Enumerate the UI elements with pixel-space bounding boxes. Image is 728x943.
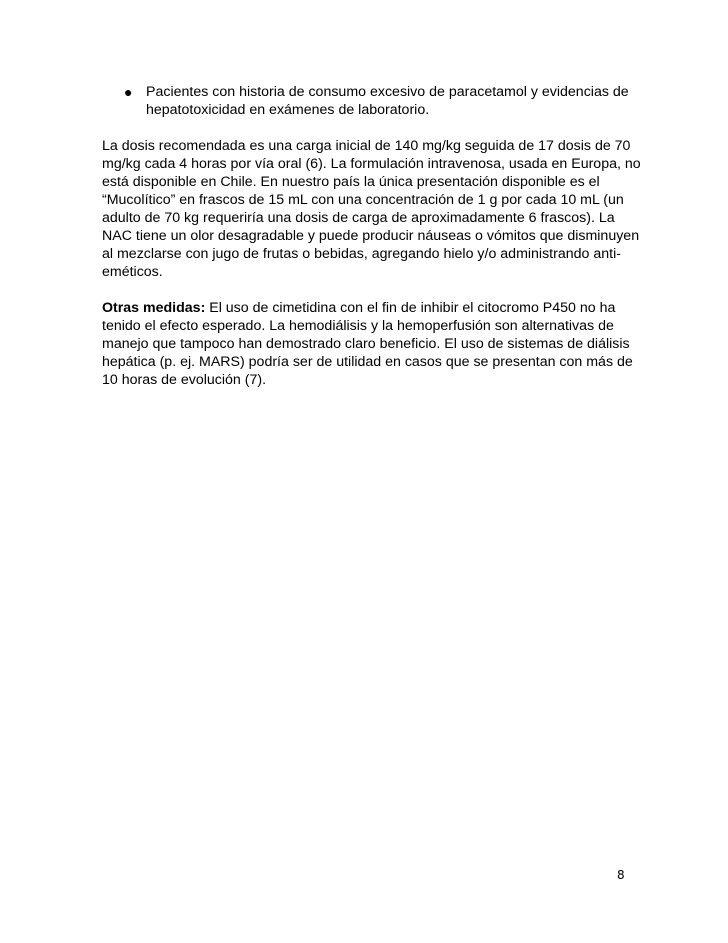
bullet-list (102, 83, 642, 119)
bullet-text: Pacientes con historia de consumo excesivo de paracetamol y evidencias de hepatotoxicidad en exámenes de laboratorio. (146, 84, 629, 118)
other-measures-text: El uso de cimetidina con el fin de inhibir el citocromo P450 no ha tenido el efecto esperado. La hemodiálisis y la hemoperfusión son alternativas de manejo que tampoco han demostrado claro beneficio. El uso de sistemas de diálisis hepática (p. ej. MARS) podría ser de utilidad en casos que se presentan con más de 10 horas de evolución (7). (102, 300, 633, 388)
body-text (102, 83, 642, 407)
other-measures-paragraph (102, 299, 642, 389)
dosage-paragraph (102, 137, 642, 281)
page-number: 8 (617, 868, 625, 882)
dosage-text: La dosis recomendada es una carga inicial de 140 mg/kg seguida de 17 dosis de 70 mg/kg cada 4 horas por vía oral (6). La formulación intravenosa, usada en Europa, no está disponible en Chile. En nuestro país la única presentación disponible es el “Mucolítico” en frascos de 15 mL con una concentración de 1 g por cada 10 mL (un adulto de 70 kg requeriría una dosis de carga de aproximadamente 6 frascos). La NAC tiene un olor desagradable y puede producir náuseas o vómitos que disminuyen al mezclarse con jugo de frutas o bebidas, agregando hielo y/o administrando anti-eméticos. (102, 138, 641, 280)
bullet-icon: ● (124, 84, 133, 100)
other-measures-heading: Otras medidas: (102, 300, 206, 316)
list-item (102, 83, 642, 119)
